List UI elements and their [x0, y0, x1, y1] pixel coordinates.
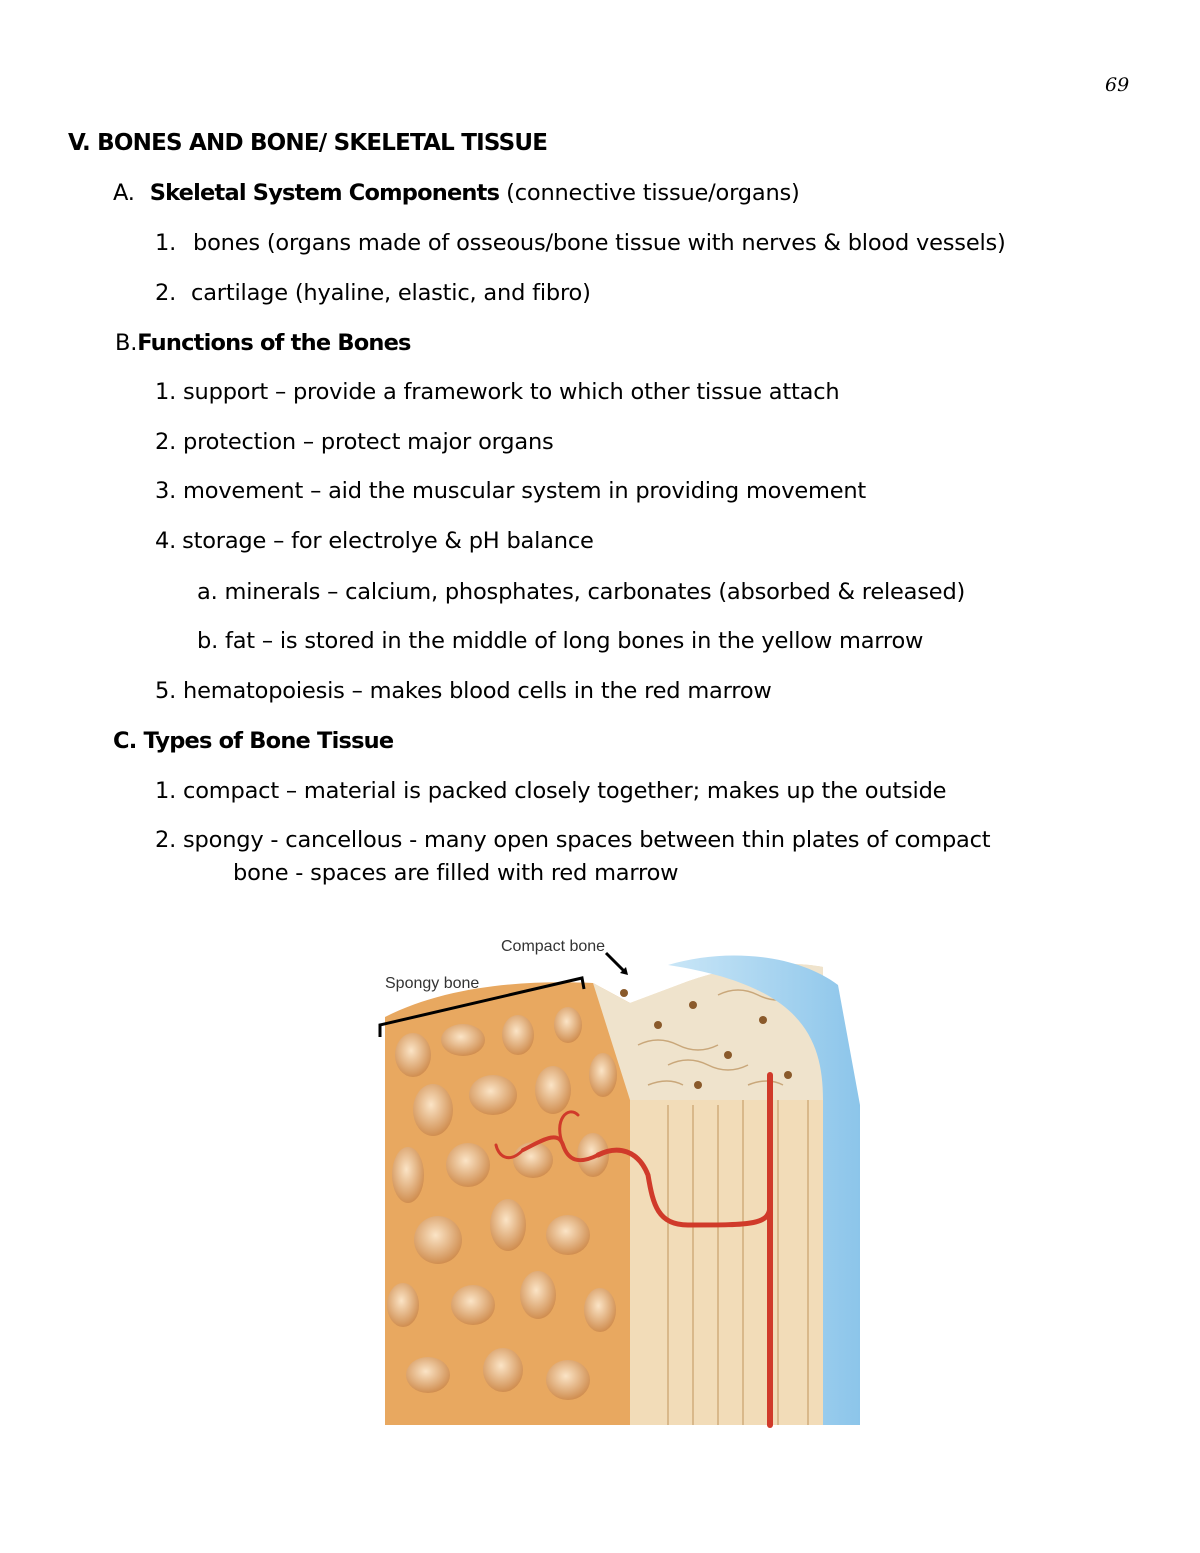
list-text: fat – is stored in the middle of long bones in the yellow marrow — [225, 628, 924, 654]
section-a-title: Skeletal System Components — [149, 180, 500, 206]
list-continuation: bone - spaces are filled with red marrow — [233, 860, 679, 886]
list-marker: 3. — [155, 478, 177, 504]
list-text: movement – aid the muscular system in providing movement — [183, 478, 867, 504]
sub-list-item — [197, 577, 965, 607]
section-b-marker: B. — [115, 330, 138, 356]
bone-tissue-illustration — [368, 925, 868, 1430]
list-marker: 1. — [155, 778, 177, 804]
list-marker: 2. — [155, 429, 177, 455]
spongy-bone-label: Spongy bone — [385, 975, 480, 992]
list-marker: 5. — [155, 678, 177, 704]
list-marker: 2. — [155, 827, 177, 853]
list-item — [155, 427, 554, 457]
list-marker: a. — [197, 579, 218, 605]
list-text: storage – for electrolye & pH balance — [182, 528, 594, 554]
list-item — [155, 278, 591, 308]
section-a-marker: A. — [113, 180, 135, 206]
page-number: 69 — [1105, 74, 1130, 96]
list-item — [155, 676, 772, 706]
section-a-subtitle: (connective tissue/organs) — [506, 180, 800, 206]
list-text: spongy - cancellous - many open spaces between thin plates of compact — [183, 827, 991, 853]
section-a-heading — [113, 178, 800, 208]
list-item — [155, 526, 594, 556]
list-text: support – provide a framework to which other tissue attach — [183, 379, 840, 405]
list-marker: b. — [197, 628, 219, 654]
list-item — [155, 776, 946, 806]
list-marker: 4. — [155, 528, 177, 554]
list-text: minerals – calcium, phosphates, carbonates (absorbed & released) — [224, 579, 966, 605]
list-text: hematopoiesis – makes blood cells in the red marrow — [183, 678, 772, 704]
list-marker: 1. — [155, 379, 177, 405]
sub-list-item — [197, 626, 923, 656]
list-marker: 1. — [155, 230, 177, 256]
list-text: bones (organs made of osseous/bone tissue with nerves & blood vessels) — [193, 230, 1006, 256]
list-text: compact – material is packed closely together; makes up the outside — [183, 778, 947, 804]
list-item — [155, 825, 990, 855]
section-c-title: C. Types of Bone Tissue — [113, 728, 394, 754]
compact-bone-label: Compact bone — [501, 938, 606, 955]
list-text: cartilage (hyaline, elastic, and fibro) — [191, 280, 591, 306]
section-title: V. BONES AND BONE/ SKELETAL TISSUE — [68, 130, 548, 156]
list-marker: 2. — [155, 280, 177, 306]
list-item — [155, 476, 866, 506]
section-b-title: Functions of the Bones — [137, 330, 411, 356]
list-item — [155, 377, 839, 407]
section-b-heading — [115, 328, 411, 358]
list-item — [155, 228, 1006, 258]
list-text: protection – protect major organs — [183, 429, 554, 455]
